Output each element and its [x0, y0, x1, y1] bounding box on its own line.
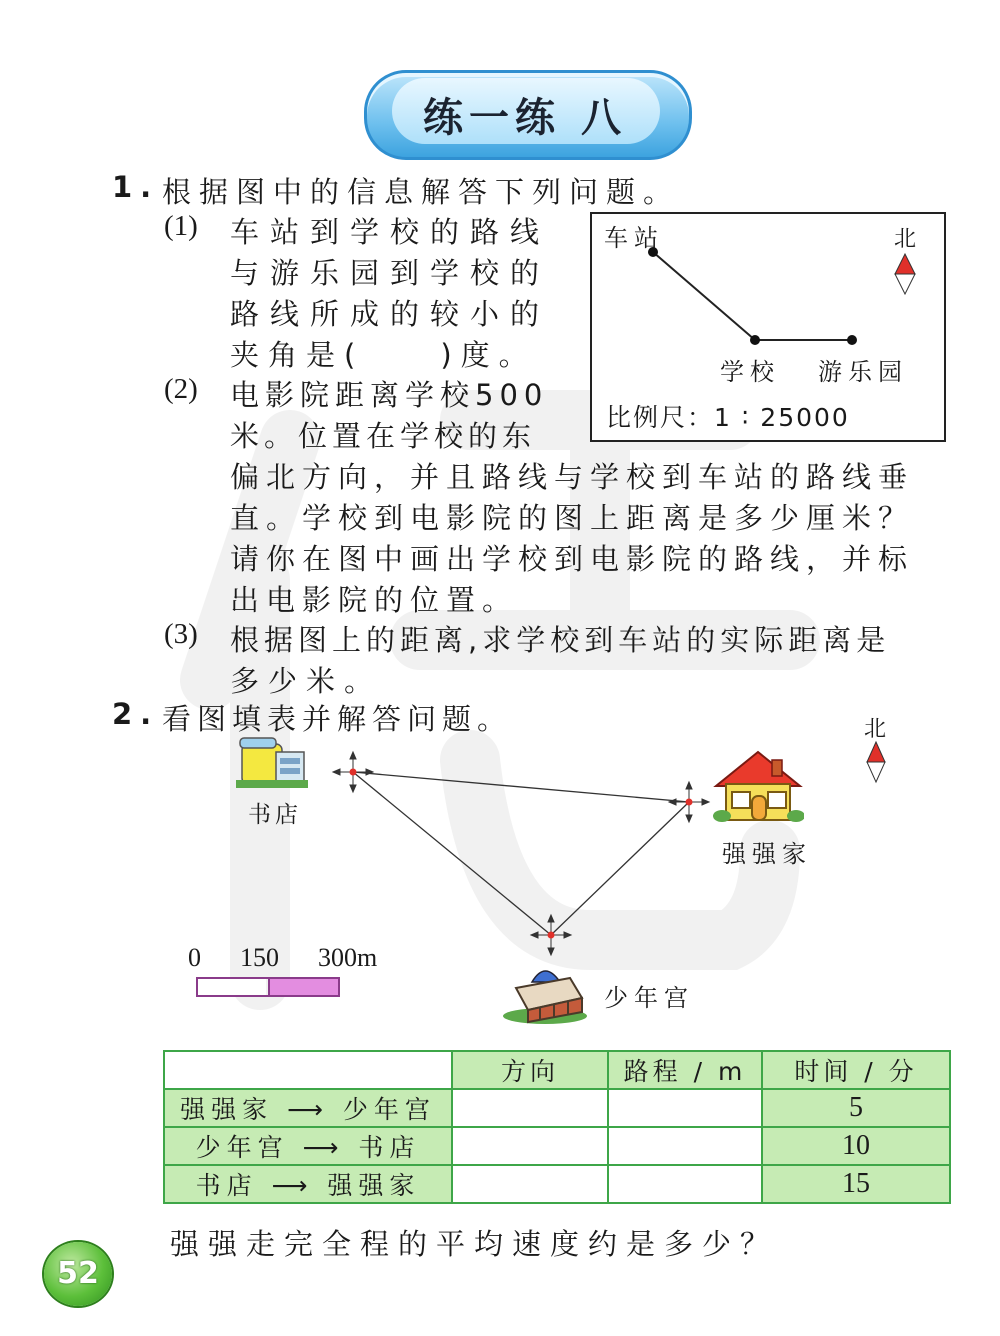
page-title: 练一练 八	[423, 95, 627, 141]
q1-part2-line: 请你在图中画出学校到电影院的路线，并标	[230, 542, 915, 576]
table-cell-direction[interactable]	[452, 1089, 608, 1127]
q1-part2-line: 直。学校到电影院的图上距离是多少厘米？	[230, 501, 915, 535]
q2-prompt: 看图填表并解答问题。	[162, 702, 513, 736]
q1-prompt: 根据图中的信息解答下列问题。	[162, 175, 681, 209]
table-cell-distance[interactable]	[608, 1089, 762, 1127]
bookstore-label: 书店	[248, 802, 302, 828]
page-number: 52	[57, 1256, 99, 1291]
q1-part3-line: 多少米。	[230, 664, 383, 698]
q1-part2-label: (2)	[164, 373, 198, 405]
map-label-north: 北	[894, 227, 917, 252]
table-cell-time: 15	[762, 1165, 950, 1203]
scale-bar-segment-white	[198, 979, 266, 995]
park-point	[847, 335, 857, 345]
table-cell-direction[interactable]	[452, 1127, 608, 1165]
q1-part3-line: 根据图上的距离,求学校到车站的实际距离是	[230, 623, 891, 657]
table-cell-route: 书店 ⟶ 强强家	[164, 1165, 452, 1203]
q1-part1-line: 与游乐园到学校的	[230, 256, 551, 290]
scale-bar-segment-pink	[268, 979, 338, 995]
table-cell-time: 10	[762, 1127, 950, 1165]
q1-part1-label: (1)	[164, 210, 198, 242]
home-icon	[712, 748, 804, 824]
youth-palace-icon	[500, 956, 590, 1026]
q1-part2-line: 出电影院的位置。	[230, 583, 519, 617]
table-cell-distance[interactable]	[608, 1165, 762, 1203]
table-header-row	[164, 1051, 950, 1089]
q1-number: 1.	[112, 170, 160, 204]
table-cell-distance[interactable]	[608, 1127, 762, 1165]
q1-part1-line: 路线所成的较小的	[230, 297, 551, 331]
q2-number: 2.	[112, 697, 160, 731]
route-table	[163, 1050, 951, 1204]
map-scale-text: 比例尺：1 ∶ 25000	[606, 403, 850, 432]
table-header-distance: 路程 / m	[608, 1051, 762, 1089]
q1-part1-line: 车站到学校的路线	[230, 215, 551, 249]
map-label-station: 车站	[604, 224, 664, 252]
table-cell-direction[interactable]	[452, 1165, 608, 1203]
table-header-time: 时间 / 分	[762, 1051, 950, 1089]
youth-palace-label: 少年宫	[604, 984, 694, 1012]
bookstore-icon	[236, 734, 310, 790]
table-header-direction: 方向	[452, 1051, 608, 1089]
scale-label-150: 150	[240, 943, 279, 972]
table-cell-route: 强强家 ⟶ 少年宫	[164, 1089, 452, 1127]
north-arrow-icon	[895, 254, 915, 294]
q1-part3-label: (3)	[164, 618, 198, 650]
q1-part1-line: 夹角是( )度。	[230, 338, 537, 372]
q1-part2-line: 米。位置在学校的东	[230, 419, 537, 453]
q2-north-label: 北	[864, 717, 887, 742]
table-cell-time: 5	[762, 1089, 950, 1127]
map-label-school: 学校	[720, 358, 780, 386]
scale-label-0: 0	[188, 943, 201, 972]
table-cell-route: 少年宫 ⟶ 书店	[164, 1127, 452, 1165]
table-row	[164, 1127, 950, 1165]
map-label-park: 游乐园	[818, 358, 908, 386]
q2-north-arrow-icon	[864, 740, 888, 786]
school-point	[750, 335, 760, 345]
home-label: 强强家	[722, 840, 812, 868]
q2-question: 强强走完全程的平均速度约是多少？	[170, 1227, 779, 1261]
table-header-corner	[164, 1051, 452, 1089]
table-row	[164, 1089, 950, 1127]
q1-part2-line: 电影院距离学校500	[230, 378, 549, 412]
scale-label-300: 300m	[318, 943, 378, 972]
q1-part2-line: 偏北方向，并且路线与学校到车站的路线垂	[230, 460, 915, 494]
table-row	[164, 1165, 950, 1203]
